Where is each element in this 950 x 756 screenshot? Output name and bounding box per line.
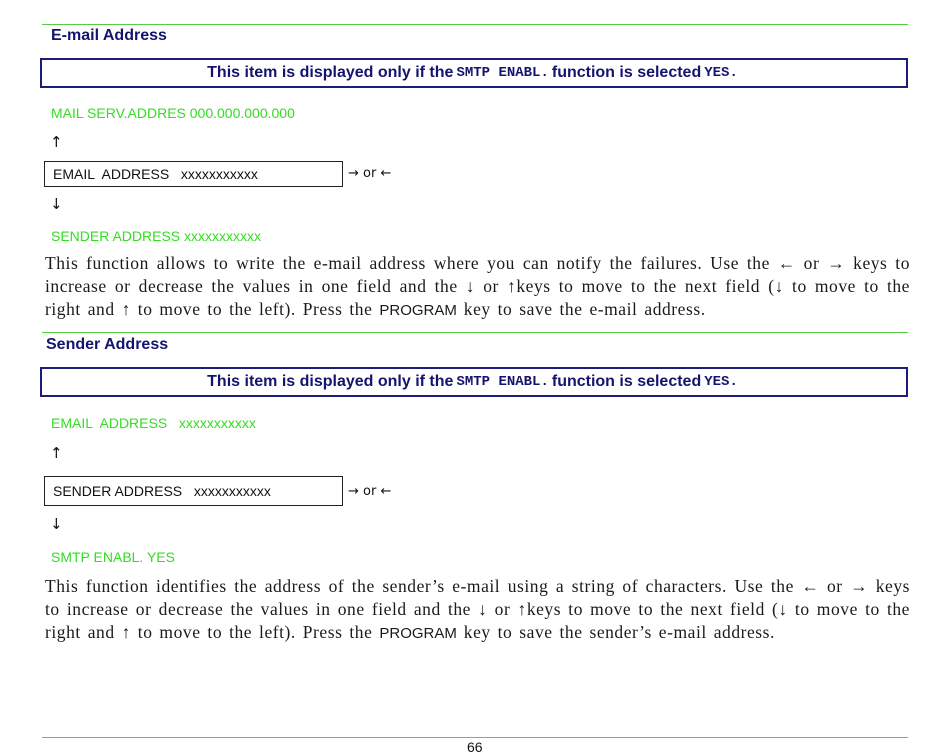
section-rule	[42, 332, 908, 333]
nav-hint-arrows: → or ←	[348, 484, 392, 499]
nav-hint-arrows: → or ←	[348, 166, 392, 181]
notice-prefix: This item is displayed only if the	[207, 64, 454, 81]
description-text: This function allows to write the e-mail address where you can notify the failures. Use the ← or → keys to increase or decrease the values in one field and the ↓ or ↑keys to move to the next field (↓ to move to the right and ↑ to move to the left). Press the	[45, 253, 910, 319]
notice-code-smtp: SMTP ENABL.	[456, 374, 549, 390]
down-arrow-icon: ↓	[50, 195, 63, 213]
description-text-end: key to save the sender’s e-mail address.	[456, 622, 775, 642]
prev-item-mail-serv: MAIL SERV.ADDRES 000.000.000.000	[51, 105, 295, 121]
next-item-smtp-enabl: SMTP ENABL. YES	[51, 549, 175, 565]
prev-item-email-address: EMAIL ADDRESS xxxxxxxxxxx	[51, 415, 256, 431]
description-sender-address	[45, 575, 910, 645]
notice-middle: function is selected	[551, 373, 702, 390]
description-email-address	[45, 252, 910, 322]
notice-code-yes: YES.	[704, 65, 738, 81]
down-arrow-icon: ↓	[50, 515, 63, 533]
notice-code-yes: YES.	[704, 374, 738, 390]
notice-box-sender	[40, 367, 908, 397]
notice-middle: function is selected	[551, 64, 702, 81]
notice-prefix: This item is displayed only if the	[207, 373, 454, 390]
next-item-sender-address: SENDER ADDRESS xxxxxxxxxxx	[51, 228, 262, 244]
section-title-sender-address: Sender Address	[46, 336, 169, 353]
up-arrow-icon: ↑	[50, 444, 63, 462]
section-title-email-address: E-mail Address	[51, 27, 167, 44]
description-text: This function identifies the address of the sender’s e-mail using a string of characters. Use the ← or → keys to increase or decrease the values in one field and the ↓ or ↑keys to move to the next field (↓ to move to the right and ↑ to move to the left). Press the	[45, 576, 910, 642]
footer-rule	[42, 737, 908, 738]
description-text-end: key to save the e-mail address.	[456, 299, 706, 319]
display-email-address: EMAIL ADDRESS xxxxxxxxxxx	[44, 161, 343, 187]
page-number: 66	[467, 739, 483, 755]
notice-code-smtp: SMTP ENABL.	[456, 65, 549, 81]
top-rule	[42, 24, 908, 25]
display-sender-address: SENDER ADDRESS xxxxxxxxxxx	[44, 476, 343, 506]
up-arrow-icon: ↑	[50, 133, 63, 151]
program-key-label: PROGRAM	[379, 625, 457, 642]
program-key-label: PROGRAM	[379, 302, 457, 319]
notice-box-email	[40, 58, 908, 88]
